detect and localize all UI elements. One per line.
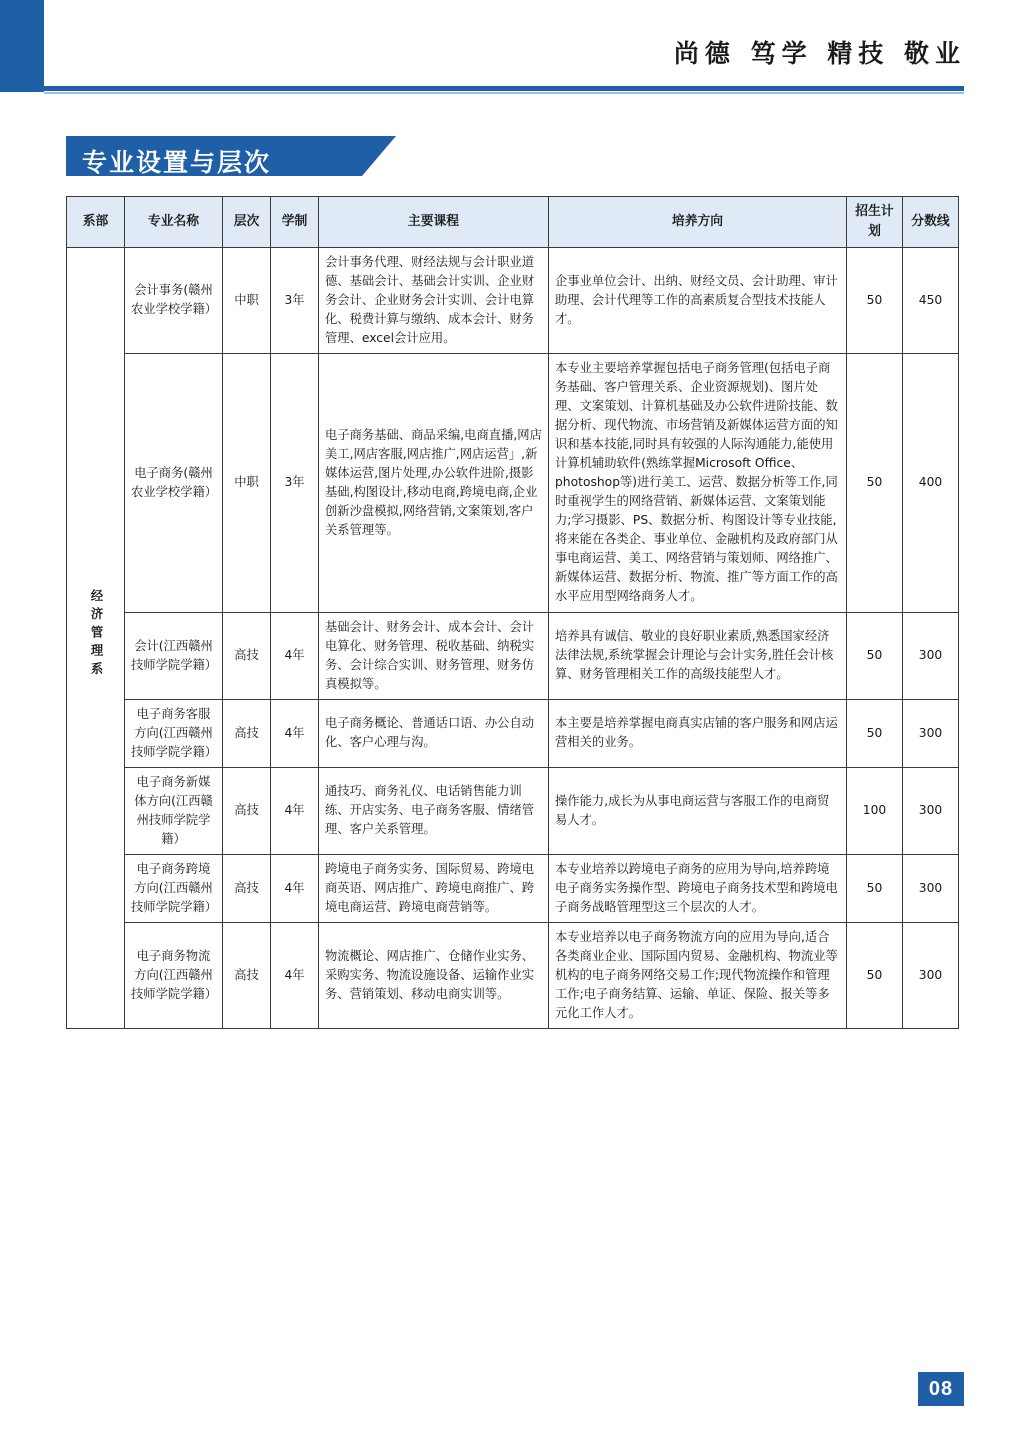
column-header-score: 分数线 [903,197,959,248]
level: 高技 [223,767,271,854]
major-name: 会计(江西赣州技师学院学籍） [125,612,223,699]
goal: 操作能力,成长为从事电商运营与客服工作的电商贸易人才。 [549,767,847,854]
years: 4年 [271,767,319,854]
courses: 物流概论、网店推广、仓储作业实务、采购实务、物流设施设备、运输作业实务、营销策划、移动电商实训等。 [319,923,549,1029]
plan: 50 [847,612,903,699]
department-label: 经济管理系 [89,589,104,681]
score: 450 [903,247,959,353]
column-header-courses: 主要课程 [319,197,549,248]
score: 300 [903,699,959,767]
courses: 电子商务概论、普通话口语、办公自动化、客户心理与沟。 [319,699,549,767]
level: 中职 [223,353,271,612]
score: 400 [903,353,959,612]
years: 4年 [271,855,319,923]
department-cell [67,247,125,1029]
header-slogan: 尚德 笃学 精技 敬业 [673,39,966,68]
table-row [67,855,959,923]
years: 4年 [271,923,319,1029]
score: 300 [903,767,959,854]
table-row [67,247,959,353]
column-header-years: 学制 [271,197,319,248]
plan: 50 [847,923,903,1029]
column-header-level: 层次 [223,197,271,248]
page-header [0,0,1024,96]
goal: 本专业培养以跨境电子商务的应用为导向,培养跨境电子商务实务操作型、跨境电子商务技术型和跨境电子商务战略管理型这三个层次的人才。 [549,855,847,923]
major-name: 电子商务客服方向(江西赣州技师学院学籍） [125,699,223,767]
level: 高技 [223,855,271,923]
table-row [67,612,959,699]
courses: 会计事务代理、财经法规与会计职业道德、基础会计、基础会计实训、企业财务会计、企业财务会计实训、会计电算化、税费计算与缴纳、成本会计、财务管理、excel会计应用。 [319,247,549,353]
courses: 基础会计、财务会计、成本会计、会计电算化、财务管理、税收基础、纳税实务、会计综合实训、财务管理、财务仿真模拟等。 [319,612,549,699]
column-header-department: 系部 [67,197,125,248]
goal: 培养具有诚信、敬业的良好职业素质,熟悉国家经济法律法规,系统掌握会计理论与会计实务,胜任会计核算、财务管理相关工作的高级技能型人才。 [549,612,847,699]
column-header-plan: 招生计划 [847,197,903,248]
table-row [67,767,959,854]
header-accent-bar [0,0,44,92]
goal: 企事业单位会计、出纳、财经文员、会计助理、审计助理、会计代理等工作的高素质复合型技术技能人才。 [549,247,847,353]
banner-tail-icon [362,136,396,176]
courses: 电子商务基础、商品采编,电商直播,网店美工,网店客服,网店推广,网店运营」,新媒体运营,图片处理,办公软件进阶,摄影基础,构图设计,移动电商,跨境电商,企业创新沙盘模拟,网络营销,文案策划,客户关系管理等。 [319,353,549,612]
plan: 100 [847,767,903,854]
table-row [67,923,959,1029]
major-name: 电子商务跨境方向(江西赣州技师学院学籍） [125,855,223,923]
section-title: 专业设置与层次 [82,148,272,177]
table-header-row [67,197,959,248]
level: 高技 [223,923,271,1029]
major-name: 会计事务(赣州农业学校学籍） [125,247,223,353]
table-row [67,699,959,767]
plan: 50 [847,855,903,923]
years: 4年 [271,612,319,699]
score: 300 [903,923,959,1029]
major-name: 电子商务(赣州农业学校学籍） [125,353,223,612]
level: 中职 [223,247,271,353]
years: 3年 [271,247,319,353]
years: 4年 [271,699,319,767]
goal: 本专业培养以电子商务物流方向的应用为导向,适合各类商业企业、国际国内贸易、金融机构、物流业等机构的电子商务网络交易工作;现代物流操作和管理工作;电子商务结算、运输、单证、保险、报关等多元化工作人才。 [549,923,847,1029]
column-header-major: 专业名称 [125,197,223,248]
level: 高技 [223,699,271,767]
courses: 通技巧、商务礼仪、电话销售能力训练、开店实务、电子商务客服、情绪管理、客户关系管理。 [319,767,549,854]
plan: 50 [847,353,903,612]
header-rule [44,86,964,91]
score: 300 [903,612,959,699]
majors-table-wrapper [66,196,958,1029]
goal: 本主要是培养掌握电商真实店铺的客户服务和网店运营相关的业务。 [549,699,847,767]
plan: 50 [847,699,903,767]
score: 300 [903,855,959,923]
level: 高技 [223,612,271,699]
header-rule-secondary [44,92,964,94]
table-row [67,353,959,612]
column-header-goal: 培养方向 [549,197,847,248]
years: 3年 [271,353,319,612]
major-name: 电子商务新媒体方向(江西赣州技师学院学籍） [125,767,223,854]
goal: 本专业主要培养掌握包括电子商务管理(包括电子商务基础、客户管理关系、企业资源规划)、图片处理、文案策划、计算机基础及办公软件进阶技能、数据分析、现代物流、市场营销及新媒体运营方面的知识和基本技能,同时具有较强的人际沟通能力,能使用计算机辅助软件(熟练掌握Microsoft Office、photoshop等)进行美工、运营、数据分析等工作,同时重视学生的网络营销、新媒体运营、文案策划能力;学习摄影、PS、数据分析、构图设计等专业技能,将来能在各类企、事业单位、金融机构及政府部门从事电商运营、美工、网络营销与策划师、网络推广、新媒体运营、数据分析、物流、推广等方面工作的高水平应用型网络商务人才。 [549,353,847,612]
major-name: 电子商务物流方向(江西赣州技师学院学籍） [125,923,223,1029]
courses: 跨境电子商务实务、国际贸易、跨境电商英语、网店推广、跨境电商推广、跨境电商运营、跨境电商营销等。 [319,855,549,923]
majors-table [66,196,959,1029]
page-number: 08 [918,1372,964,1406]
section-title-banner [66,136,396,176]
plan: 50 [847,247,903,353]
